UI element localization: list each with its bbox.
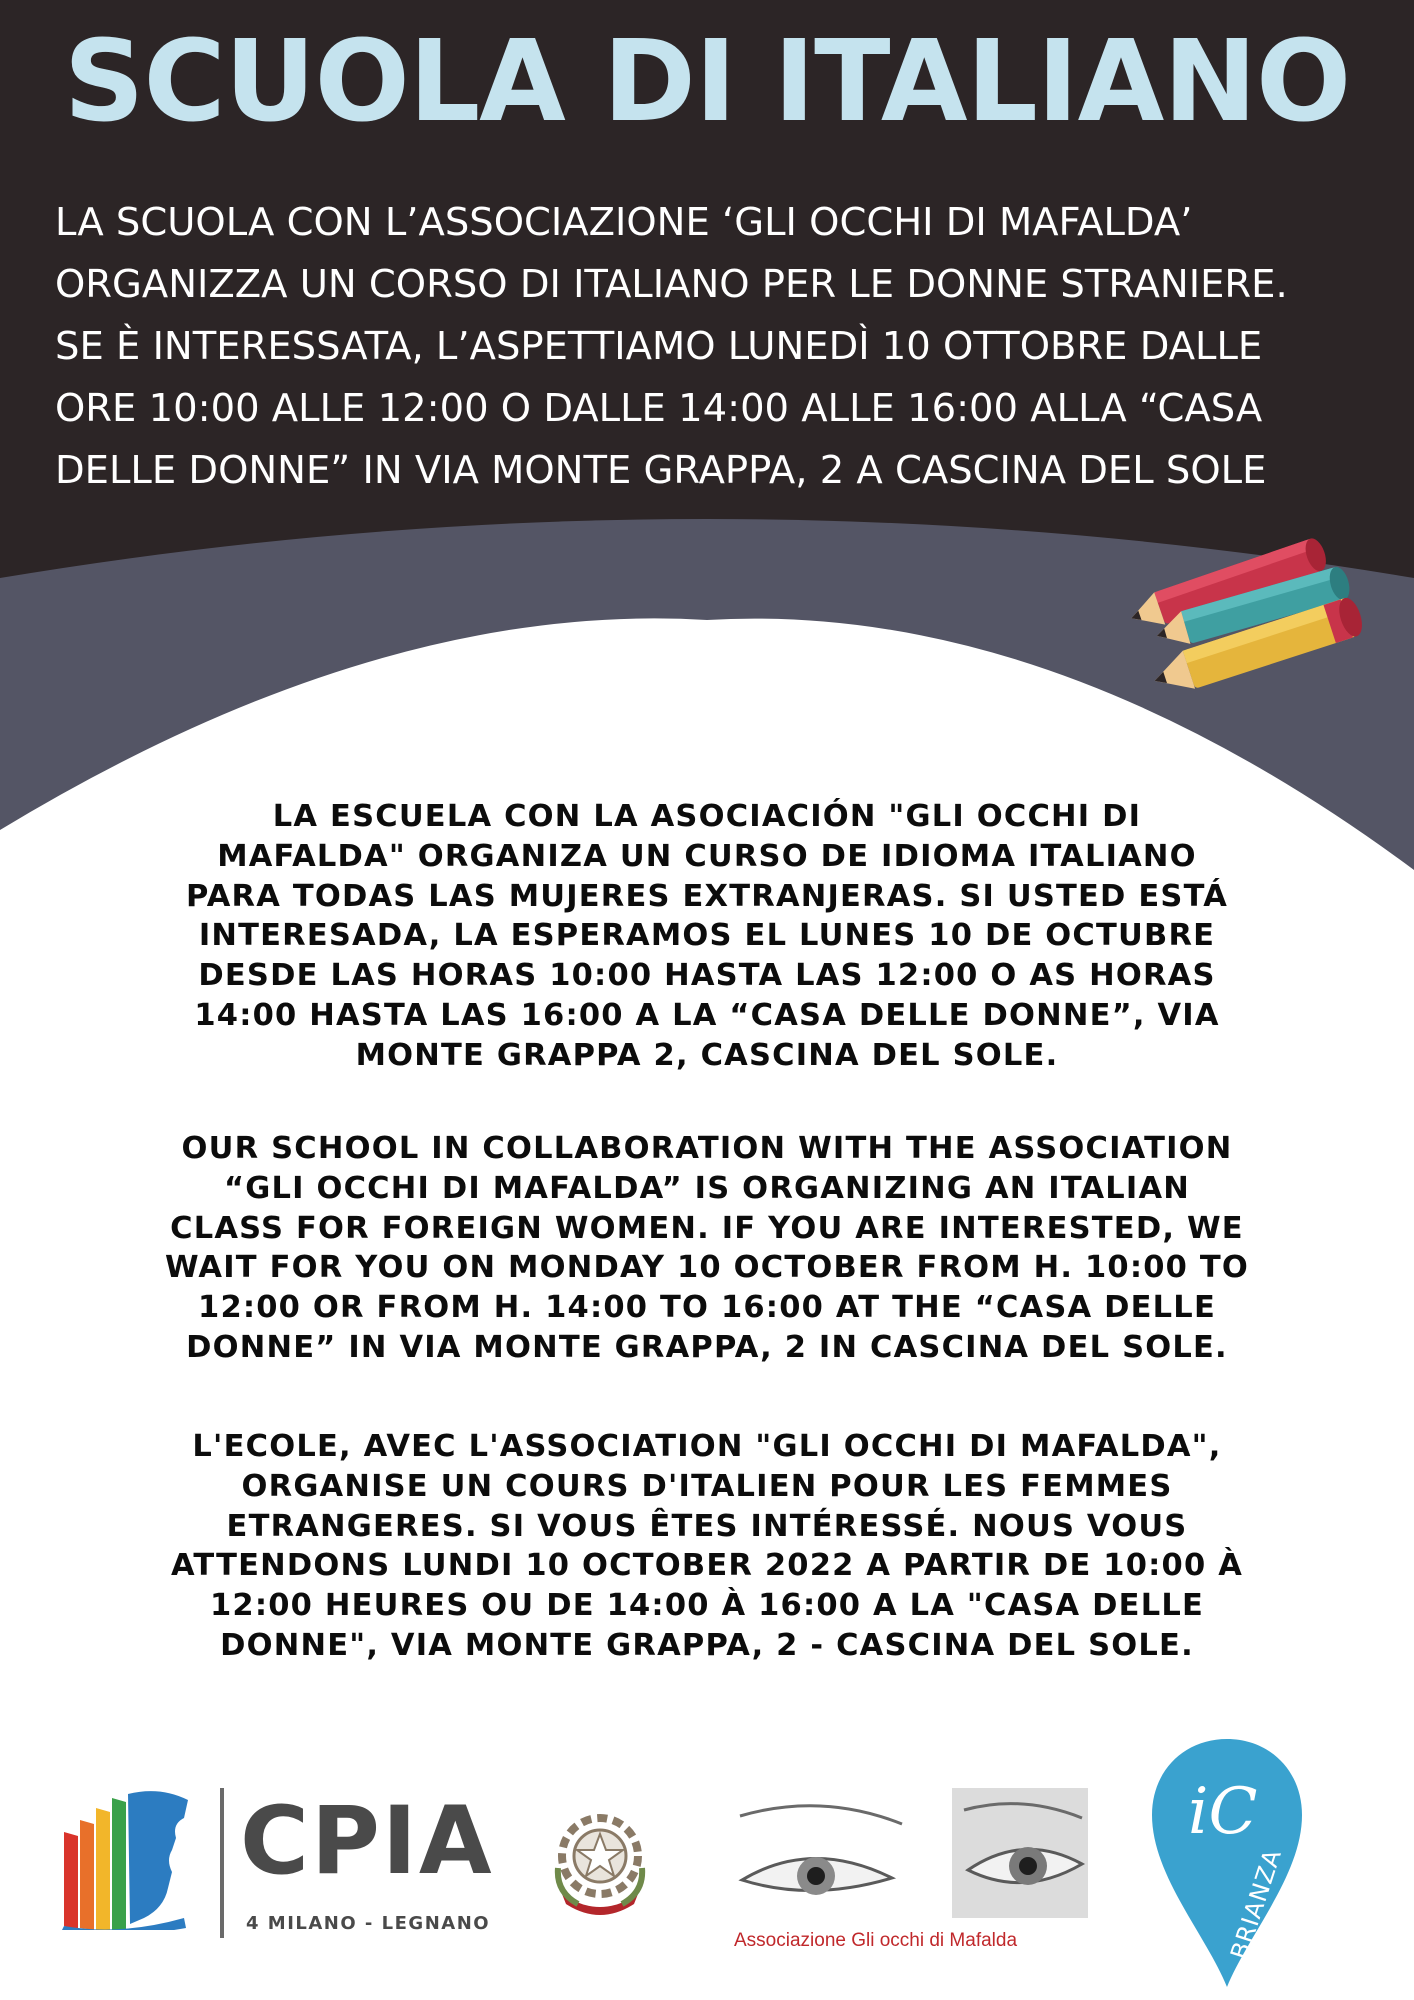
- spanish-message: [55, 797, 1359, 1076]
- message-line: MONTE GRAPPA 2, CASCINA DEL SOLE.: [355, 1037, 1059, 1073]
- cpia-book-icon: [60, 1790, 200, 1930]
- message-line: DONNE", VIA MONTE GRAPPA, 2 - CASCINA DEL SOLE.: [220, 1627, 1194, 1663]
- message-line: WAIT FOR YOU ON MONDAY 10 OCTOBER FROM H. 10:00 TO: [164, 1250, 1250, 1286]
- italian-republic-emblem-icon: [548, 1808, 652, 1920]
- message-line: “GLI OCCHI DI MAFALDA” IS ORGANIZING AN ITALIAN: [223, 1170, 1191, 1206]
- cpia-logo: [60, 1770, 494, 1940]
- message-line: PARA TODAS LAS MUJERES EXTRANJERAS. SI USTED ESTÁ: [185, 878, 1229, 914]
- ic-brianza-pin-icon: [1148, 1735, 1306, 1990]
- message-line: ATTENDONS LUNDI 10 OCTOBER 2022 A PARTIR DE 10:00 À: [170, 1548, 1244, 1584]
- message-line: OUR SCHOOL IN COLLABORATION WITH THE ASSOCIATION: [181, 1131, 1233, 1166]
- message-line: INTERESADA, LA ESPERAMOS EL LUNES 10 DE OCTUBRE: [198, 918, 1216, 954]
- message-line: 12:00 OR FROM H. 14:00 TO 16:00 AT THE “CASA DELLE: [198, 1290, 1216, 1326]
- italian-intro: [55, 192, 1375, 502]
- ic-letters: iC: [1188, 1775, 1258, 1849]
- message-line: MAFALDA" ORGANIZA UN CURSO DE IDIOMA ITALIANO: [217, 838, 1197, 874]
- intro-line: ORGANIZZA UN CORSO DI ITALIANO PER LE DONNE STRANIERE.: [55, 262, 1288, 307]
- message-line: ORGANISE UN COURS D'ITALIEN POUR LES FEMMES: [241, 1468, 1173, 1504]
- ic-word: BRIANZA: [1225, 1845, 1288, 1963]
- intro-line: DELLE DONNE” IN VIA MONTE GRAPPA, 2 A CASCINA DEL SOLE: [55, 448, 1267, 493]
- pencils-icon: [1115, 525, 1375, 695]
- intro-line: ORE 10:00 ALLE 12:00 O DALLE 14:00 ALLE 16:00 ALLA “CASA: [55, 386, 1263, 431]
- message-line: ETRANGERES. SI VOUS ÊTES INTÉRESSÉ. NOUS VOUS: [226, 1508, 1188, 1544]
- message-line: LA ESCUELA CON LA ASOCIACIÓN "GLI OCCHI DI: [272, 799, 1142, 834]
- french-message: [55, 1427, 1359, 1666]
- cpia-name: CPIA: [240, 1787, 494, 1896]
- mafalda-association-logo: [732, 1788, 1088, 1963]
- message-line: DONNE” IN VIA MONTE GRAPPA, 2 IN CASCINA DEL SOLE.: [186, 1329, 1228, 1365]
- eyes-icon: [732, 1788, 1088, 1918]
- message-line: 12:00 HEURES OU DE 14:00 À 16:00 A LA "CASA DELLE: [209, 1588, 1205, 1624]
- intro-line: LA SCUOLA CON L’ASSOCIAZIONE ‘GLI OCCHI DI MAFALDA’: [55, 200, 1193, 245]
- message-line: CLASS FOR FOREIGN WOMEN. IF YOU ARE INTERESTED, WE: [170, 1210, 1244, 1246]
- mafalda-caption: Associazione Gli occhi di Mafalda: [734, 1930, 1018, 1951]
- message-line: L'ECOLE, AVEC L'ASSOCIATION "GLI OCCHI DI MAFALDA",: [192, 1429, 1222, 1464]
- message-line: DESDE LAS HORAS 10:00 HASTA LAS 12:00 O AS HORAS: [198, 958, 1216, 994]
- intro-line: SE È INTERESSATA, L’ASPETTIAMO LUNEDÌ 10 OTTOBRE DALLE: [55, 324, 1263, 369]
- english-message: [55, 1129, 1359, 1368]
- cpia-subtitle: 4 MILANO - LEGNANO: [246, 1913, 491, 1934]
- message-line: 14:00 HASTA LAS 16:00 A LA “CASA DELLE DONNE”, VIA: [194, 997, 1220, 1033]
- page-title: SCUOLA DI ITALIANO: [63, 17, 1351, 147]
